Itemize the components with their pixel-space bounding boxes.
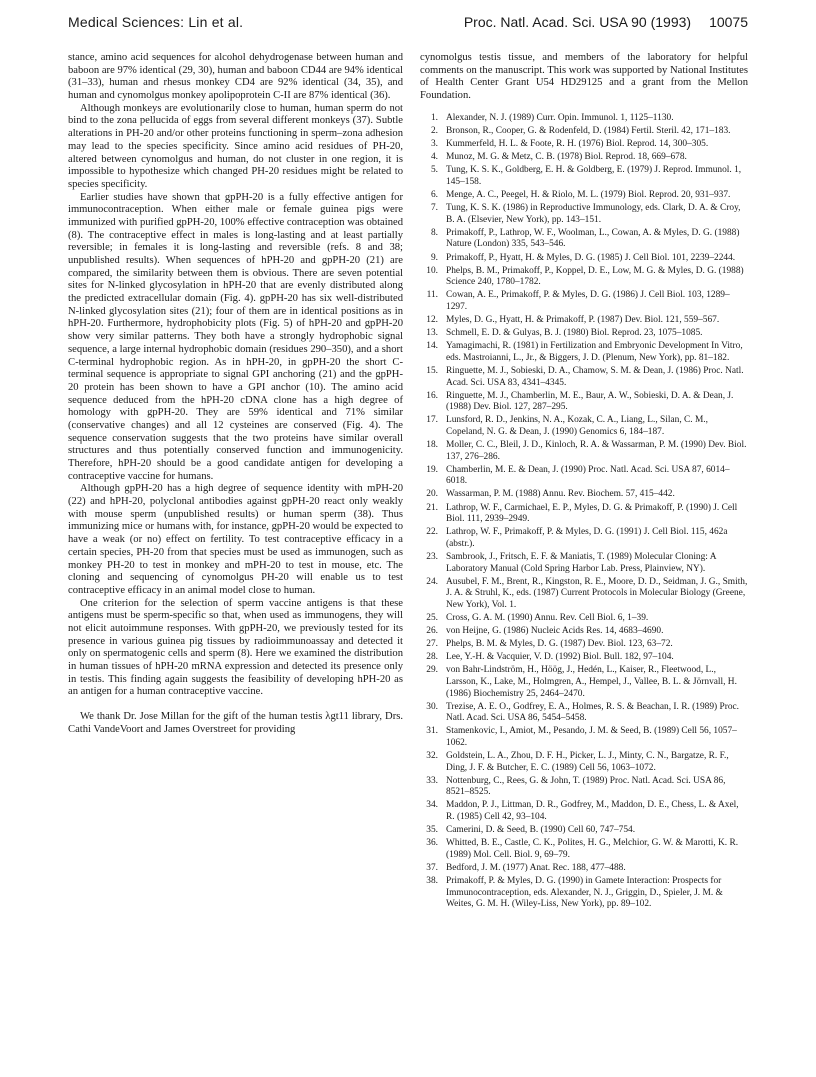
reference-text: Alexander, N. J. (1989) Curr. Opin. Immunol. 1, 1125–1130. [446,112,674,123]
reference-text: Bedford, J. M. (1977) Anat. Rec. 188, 477–488. [446,862,626,873]
reference-text: Tung, K. S. K., Goldberg, E. H. & Goldberg, E. (1979) J. Reprod. Immunol. 1, 145–158. [446,165,742,187]
reference-number: 1. [430,112,438,123]
reference-number: 29. [426,665,438,676]
reference-item [420,800,748,823]
reference-item [420,863,748,875]
reference-item [420,152,748,164]
reference-item [420,290,748,313]
reference-number: 37. [426,862,438,873]
page-header [68,14,748,36]
reference-text: Primakoff, P. & Myles, D. G. (1990) in Gamete Interaction: Prospects for Immunocontraception, eds. Alexander, N. J., Griggin, D., Spieler, J. M. & Weites, G. M. H. (Wiley-Liss, New York), pp. 89–102. [446,876,723,910]
reference-text: Lathrop, W. F., Primakoff, P. & Myles, D. G. (1991) J. Cell Biol. 115, 462a (abstr.). [446,527,728,549]
reference-number: 28. [426,652,438,663]
reference-item [420,113,748,125]
reference-number: 23. [426,551,438,562]
reference-text: Ringuette, M. J., Chamberlin, M. E., Baur, A. W., Sobieski, D. A. & Dean, J. (1988) Dev. Biol. 127, 287–295. [446,390,734,413]
reference-number: 19. [426,464,438,475]
reference-number: 14. [426,341,438,352]
reference-number: 35. [426,825,438,836]
running-head-journal [464,14,748,30]
reference-item [420,165,748,188]
reference-item [420,577,748,612]
reference-item [420,440,748,463]
reference-text: Schmell, E. D. & Gulyas, B. J. (1980) Biol. Reprod. 23, 1075–1085. [446,328,703,339]
reference-item [420,465,748,488]
reference-text: Phelps, B. M. & Myles, D. G. (1987) Dev. Biol. 123, 63–72. [446,639,673,650]
reference-number: 2. [430,125,438,136]
reference-text: Tung, K. S. K. (1986) in Reproductive Immunology, eds. Clark, D. A. & Croy, B. A. (Elsevier, New York), pp. 143–151. [446,203,741,225]
reference-text: Yamagimachi, R. (1981) in Fertilization and Embryonic Development In Vitro, eds. Mastroianni, L., Jr., & Biggers, J. D. (Plenum, New York), pp. 81–182. [446,341,743,363]
reference-text: Primakoff, P., Hyatt, H. & Myles, D. G. (1985) J. Cell Biol. 101, 2239–2244. [446,252,736,263]
reference-item [420,139,748,151]
reference-item [420,552,748,575]
reference-item [420,527,748,550]
reference-text: Primakoff, P., Lathrop, W. F., Woolman, L., Cowan, A. & Myles, D. G. (1988) Nature (London) 335, 543–546. [446,227,740,250]
reference-item [420,203,748,226]
reference-item [420,626,748,638]
body-paragraph: Earlier studies have shown that gpPH-20 is a fully effective antigen for immunocontraception. When either male or female guinea pigs were immunized with purified gpPH-20, 100% effective contraception was obtained (8). The contraceptive effect in males is long-lasting and at least partially reversible; in females it is long-lasting and reversible (refs. 8 and 38; unpublished results). When sequences of hPH-20 and gpPH-20 (21) are compared, the similarity between them is obvious. There are seven potential sites for N-linked glycosylation in hPH-20 that are evenly distributed along the predicted extracellular domain (Fig. 4). gpPH-20 has six well-distributed N-linked glycosylation sites (21); four of them are in identical positions as in hPH-20. Furthermore, hydrophobicity plots (Fig. 5) of hPH-20 and gpPH-20 show very similar patterns. They both have a strongly hydrophobic signal sequence, a large internal hydrophobic domain (residues 290–350), and a short C-terminal hydrophobic region. As in hPH-20, in gpPH-20 the short C-terminal sequence is appropriate to signal GPI anchoring (21) and the gpPH-20 protein has been shown to have a GPI anchor (10). The amino acid sequence deduced from the hPH-20 cDNA clone has a high degree of homology with gpPH-20. They are 59% identical and 71% similar (conservative changes) and all 12 cysteines are conserved (Fig. 4). The sequence conservation suggests that the two proteins have similar overall structures and thus potentially conserved function and immunogenicity. Therefore, hPH-20 should be a good candidate antigen for developing a contraceptive vaccine for humans. [68,191,403,482]
reference-text: Menge, A. C., Peegel, H. & Riolo, M. L. (1979) Biol. Reprod. 20, 931–937. [446,190,731,200]
reference-text: Moller, C. C., Bleil, J. D., Kinloch, R. A. & Wassarman, P. M. (1990) Dev. Biol. 137, 276–286. [446,440,747,462]
reference-item [420,613,748,625]
reference-text: Lunsford, R. D., Jenkins, N. A., Kozak, C. A., Liang, L., Silan, C. M., Copeland, N. G. & Dean, J. (1990) Genomics 6, 184–187. [446,415,708,437]
body-paragraph: One criterion for the selection of sperm vaccine antigens is that these antigens must be sperm-specific so that, when used as immunogens, they will not elicit autoimmune responses. With gpPH-20, we previously tested for its presence in various guinea pig tissues by radioimmunoassay and detected it only on spermatogenic cells and sperm (8). Here we examined the distribution in human tissues of hPH-20 mRNA expression and detected its presence only in testis. This finding again suggests the feasibility of developing hPH-20 as an antigen for a human contraceptive vaccine. [68,597,403,698]
reference-number: 4. [430,152,438,163]
reference-item [420,665,748,700]
reference-text: Myles, D. G., Hyatt, H. & Primakoff, P. (1987) Dev. Biol. 121, 559–567. [446,315,720,326]
reference-list [420,113,748,911]
reference-text: Munoz, M. G. & Metz, C. B. (1978) Biol. Reprod. 18, 669–678. [446,152,687,163]
reference-item [420,190,748,202]
reference-item [420,126,748,138]
reference-number: 3. [430,139,438,150]
reference-text: Cowan, A. E., Primakoff, P. & Myles, D. G. (1986) J. Cell Biol. 103, 1289–1297. [446,290,730,312]
reference-number: 21. [426,502,438,513]
reference-text: Camerini, D. & Seed, B. (1990) Cell 60, 747–754. [446,825,636,836]
reference-number: 10. [426,265,438,276]
reference-text: Lee, Y.-H. & Vacquier, V. D. (1992) Biol. Bull. 182, 97–104. [446,652,674,663]
reference-item [420,876,748,911]
right-column [420,52,748,912]
reference-text: Maddon, P. J., Littman, D. R., Godfrey, M., Maddon, D. E., Chess, L. & Axel, R. (1985) Cell 42, 93–104. [446,800,739,822]
reference-number: 18. [426,440,438,451]
reference-item [420,266,748,289]
reference-number: 24. [426,576,438,587]
reference-number: 11. [426,290,438,301]
reference-text: Kummerfeld, H. L. & Foote, R. H. (1976) Biol. Reprod. 14, 300–305. [446,139,709,150]
reference-text: Ringuette, M. J., Sobieski, D. A., Chamow, S. M. & Dean, J. (1986) Proc. Natl. Acad. Sci. USA 83, 4341–4345. [446,366,744,388]
reference-item [420,415,748,438]
reference-item [420,341,748,364]
reference-item [420,726,748,749]
reference-text: Sambrook, J., Fritsch, E. F. & Maniatis, T. (1989) Molecular Cloning: A Laboratory Manual (Cold Spring Harbor Lab. Press, Plainview, NY). [446,551,716,574]
running-head-section: Medical Sciences: Lin et al. [68,14,244,30]
reference-item [420,391,748,414]
reference-item [420,253,748,265]
body-paragraph: stance, amino acid sequences for alcohol dehydrogenase between human and baboon are 97% identical (29, 30), human and baboon CD44 are 94% identical (31–33), human and rhesus monkey CD4 are 92% identical (34, 35), and human and cynomolgus monkey apolipoprotein C-II are 87% identical (36). [68,52,403,102]
reference-item [420,702,748,725]
reference-text: Wassarman, P. M. (1988) Annu. Rev. Biochem. 57, 415–442. [446,489,675,500]
reference-item [420,328,748,340]
reference-item [420,825,748,837]
reference-text: Nottenburg, C., Rees, G. & John, T. (1989) Proc. Natl. Acad. Sci. USA 86, 8521–8525. [446,775,726,798]
reference-number: 20. [426,489,438,500]
reference-text: Cross, G. A. M. (1990) Annu. Rev. Cell Biol. 6, 1–39. [446,612,649,623]
reference-item [420,503,748,526]
left-column [68,52,403,736]
body-paragraph: Although monkeys are evolutionarily close to human, human sperm do not bind to the zona pellucida of eggs from several different monkeys (37). Subtle alterations in PH-20 and/or other proteins functioning in sperm–zona adhesion may lead to the species specificity. Since amino acid residues of PH-20, altered between cynomolgus and human, do not cluster in one region, it is impossible to hypothesize which changed PH-20 residues might be related to species specificity. [68,102,403,190]
reference-number: 6. [430,190,438,200]
reference-number: 25. [426,612,438,623]
reference-number: 38. [426,876,438,887]
body-paragraph: Although gpPH-20 has a high degree of sequence identity with mPH-20 (22) and hPH-20, polyclonal antibodies against gpPH-20 react only weakly with mouse sperm (unpublished results) or human sperm (38). Thus immunizing mice or humans with, for instance, gpPH-20 would be expected to have a weak (or no) effect on fertility. To test contraceptive efficacy in a certain species, PH-20 from that species must be used as immunogen, such as monkey PH-20 to test in monkey and mPH-20 to test in mouse, etc. The cloning and sequencing of cynomolgus PH-20 will enable us to test contraceptive efficacy in an animal model close to human. [68,483,403,596]
reference-text: Lathrop, W. F., Carmichael, E. P., Myles, D. G. & Primakoff, P. (1990) J. Cell Biol. 111, 2939–2949. [446,502,738,525]
reference-number: 8. [430,227,438,238]
reference-number: 22. [426,527,438,538]
reference-text: Goldstein, L. A., Zhou, D. F. H., Picker, L. J., Minty, C. N., Bargatze, R. F., Ding, J. F. & Butcher, E. C. (1989) Cell 56, 1063–1072. [446,751,729,773]
reference-item [420,489,748,501]
reference-number: 32. [426,751,438,762]
acknowledgment-start: We thank Dr. Jose Millan for the gift of the human testis λgt11 library, Drs. Cathi VandeVoort and James Overstreet for providing [68,711,403,735]
reference-text: von Heijne, G. (1986) Nucleic Acids Res. 14, 4683–4690. [446,626,664,637]
reference-text: Stamenkovic, I., Amiot, M., Pesando, J. M. & Seed, B. (1989) Cell 56, 1057–1062. [446,726,737,748]
reference-number: 33. [426,775,438,786]
reference-number: 13. [426,328,438,339]
reference-number: 26. [426,626,438,637]
reference-number: 16. [426,390,438,401]
reference-item [420,838,748,861]
reference-item [420,776,748,799]
reference-number: 34. [426,800,438,811]
reference-text: Trezise, A. E. O., Godfrey, E. A., Holmes, R. S. & Beachan, I. R. (1989) Proc. Natl. Acad. Sci. USA 86, 5454–5458. [446,701,740,724]
reference-number: 12. [426,315,438,326]
page-number: 10075 [709,14,748,30]
reference-text: von Bahr-Lindström, H., Höög, J., Hedén, L., Kaiser, R., Fleetwood, L., Larsson, K., Lake, M., Holmgren, A., Hempel, J., Vallee, B. L. & Jörnvall, H. (1986) Biochemistry 25, 2464–2470. [446,665,737,699]
journal-citation: Proc. Natl. Acad. Sci. USA 90 (1993) [463,14,692,30]
reference-number: 36. [426,838,438,849]
acknowledgment-end: cynomolgus testis tissue, and members of the laboratory for helpful comments on the manuscript. This work was supported by National Institutes of Health Center Grant U54 HD29125 and a grant from the Mellon Foundation. [420,52,748,102]
reference-text: Whitted, B. E., Castle, C. K., Polites, H. G., Melchior, G. W. & Marotti, K. R. (1989) Mol. Cell. Biol. 9, 69–79. [446,838,739,860]
reference-number: 7. [430,203,438,214]
reference-item [420,639,748,651]
reference-text: Bronson, R., Cooper, G. & Rodenfeld, D. (1984) Fertil. Steril. 42, 171–183. [446,125,731,136]
reference-number: 9. [430,252,438,263]
reference-number: 27. [426,639,438,650]
reference-text: Chamberlin, M. E. & Dean, J. (1990) Proc. Natl. Acad. Sci. USA 87, 6014–6018. [446,464,730,487]
reference-number: 15. [426,366,438,376]
reference-item [420,751,748,774]
reference-number: 30. [426,701,438,712]
reference-item [420,315,748,327]
reference-text: Ausubel, F. M., Brent, R., Kingston, R. E., Moore, D. D., Seidman, J. G., Smith, J. A. & Struhl, K., eds. (1987) Current Protocols in Molecular Biology (Greene, New York), Vol. 1. [446,576,748,610]
reference-number: 31. [426,726,438,737]
reference-text: Phelps, B. M., Primakoff, P., Koppel, D. E., Low, M. G. & Myles, D. G. (1988) Science 240, 1780–1782. [446,265,744,288]
reference-item [420,228,748,251]
reference-number: 5. [430,165,438,176]
reference-item [420,366,748,389]
reference-item [420,652,748,664]
reference-number: 17. [426,415,438,426]
